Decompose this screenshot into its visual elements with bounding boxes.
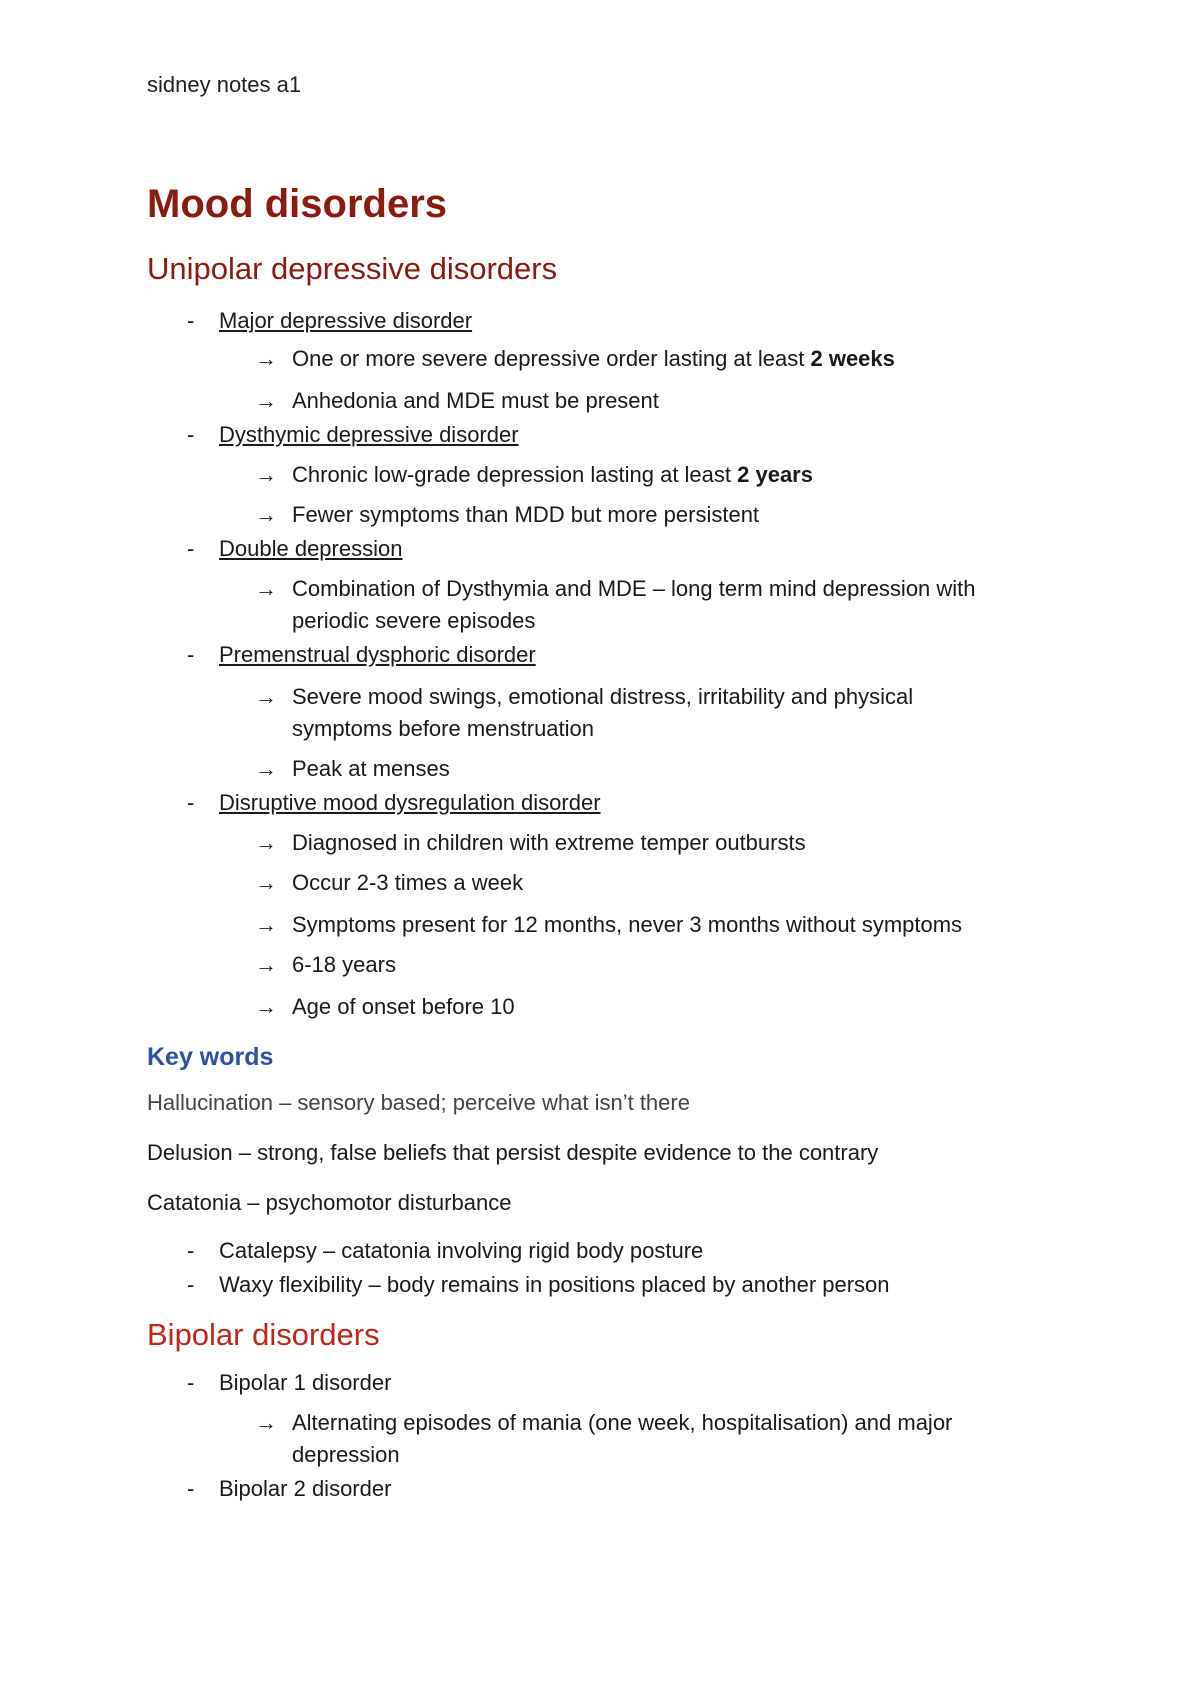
arrow-icon: → bbox=[255, 994, 277, 1019]
sub-item-continuation: symptoms before menstruation bbox=[292, 716, 595, 741]
section-heading-key-words: Key words bbox=[147, 1043, 274, 1071]
term-disruptive-mood: Disruptive mood dysregulation disorder bbox=[219, 790, 601, 815]
sub-item: Age of onset before 10 bbox=[292, 994, 515, 1019]
arrow-icon: → bbox=[255, 870, 277, 895]
sub-item: One or more severe depressive order lasting at least 2 weeks bbox=[292, 346, 895, 371]
list-dash: - bbox=[187, 790, 195, 815]
list-dash: - bbox=[187, 642, 195, 667]
sub-item: Fewer symptoms than MDD but more persistent bbox=[292, 502, 760, 527]
list-dash: - bbox=[187, 1238, 195, 1263]
list-dash: - bbox=[187, 1476, 195, 1501]
definition-waxy-flexibility: Waxy flexibility – body remains in positions placed by another person bbox=[219, 1272, 890, 1297]
arrow-icon: → bbox=[255, 346, 277, 371]
sub-item: Peak at menses bbox=[292, 756, 450, 781]
header-note: sidney notes a1 bbox=[147, 72, 302, 97]
term-dysthymic: Dysthymic depressive disorder bbox=[219, 422, 519, 447]
page-title: Mood disorders bbox=[147, 182, 448, 226]
arrow-icon: → bbox=[255, 684, 277, 709]
definition-catalepsy: Catalepsy – catatonia involving rigid body posture bbox=[219, 1238, 704, 1263]
list-dash: - bbox=[187, 1272, 195, 1297]
sub-item-continuation: depression bbox=[292, 1442, 400, 1467]
sub-item: Anhedonia and MDE must be present bbox=[292, 388, 659, 413]
sub-item: Chronic low-grade depression lasting at least 2 years bbox=[292, 462, 813, 487]
sub-item: Combination of Dysthymia and MDE – long term mind depression with bbox=[292, 576, 976, 601]
list-dash: - bbox=[187, 536, 195, 561]
arrow-icon: → bbox=[255, 912, 277, 937]
sub-item: Severe mood swings, emotional distress, irritability and physical bbox=[292, 684, 914, 709]
sub-item: Occur 2-3 times a week bbox=[292, 870, 524, 895]
sub-item-continuation: periodic severe episodes bbox=[292, 608, 536, 633]
sub-item: Diagnosed in children with extreme temper outbursts bbox=[292, 830, 806, 855]
term-premenstrual: Premenstrual dysphoric disorder bbox=[219, 642, 536, 667]
list-dash: - bbox=[187, 308, 195, 333]
definition-delusion: Delusion – strong, false beliefs that persist despite evidence to the contrary bbox=[147, 1140, 879, 1165]
section-heading-bipolar: Bipolar disorders bbox=[147, 1317, 380, 1352]
arrow-icon: → bbox=[255, 830, 277, 855]
arrow-icon: → bbox=[255, 462, 277, 487]
sub-item: 6-18 years bbox=[292, 952, 396, 977]
section-heading-unipolar: Unipolar depressive disorders bbox=[147, 251, 558, 286]
list-dash: - bbox=[187, 422, 195, 447]
term-double-depression: Double depression bbox=[219, 536, 403, 561]
definition-catatonia: Catatonia – psychomotor disturbance bbox=[147, 1190, 512, 1215]
arrow-icon: → bbox=[255, 576, 277, 601]
arrow-icon: → bbox=[255, 952, 277, 977]
term-bipolar-2: Bipolar 2 disorder bbox=[219, 1476, 392, 1501]
arrow-icon: → bbox=[255, 502, 277, 527]
list-dash: - bbox=[187, 1370, 195, 1395]
arrow-icon: → bbox=[255, 388, 277, 413]
arrow-icon: → bbox=[255, 756, 277, 781]
sub-item: Alternating episodes of mania (one week, hospitalisation) and major bbox=[292, 1410, 953, 1435]
term-major-depressive: Major depressive disorder bbox=[219, 308, 473, 333]
term-bipolar-1: Bipolar 1 disorder bbox=[219, 1370, 392, 1395]
arrow-icon: → bbox=[255, 1410, 277, 1435]
sub-item: Symptoms present for 12 months, never 3 months without symptoms bbox=[292, 912, 963, 937]
definition-hallucination: Hallucination – sensory based; perceive what isn’t there bbox=[147, 1090, 690, 1115]
